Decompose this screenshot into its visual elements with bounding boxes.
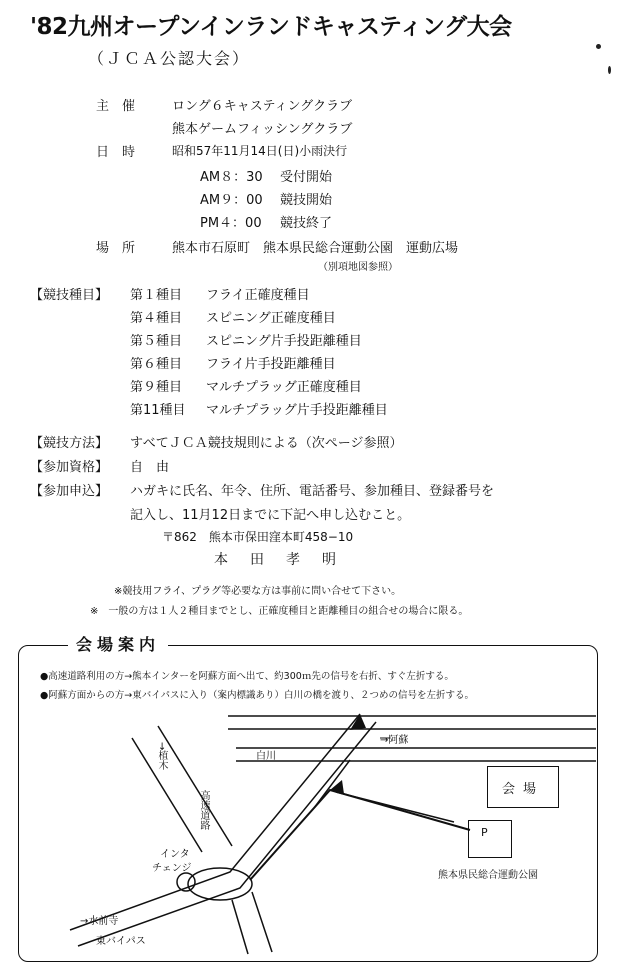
place-value: 熊本市石原町 熊本県民総合運動公園 運動広場 <box>172 241 459 256</box>
bypass-edge-right <box>78 722 376 946</box>
date-label: 日 時 <box>96 145 136 160</box>
schedule-event: 受付開始 <box>280 170 333 185</box>
events-label: 【競技種目】 <box>30 288 109 303</box>
date-value: 昭和57年11月14日(日)小雨決行 <box>172 144 348 158</box>
method-value: すべてＪＣＡ競技規則による（次ページ参照） <box>130 436 403 451</box>
address: 〒862 熊本市保田窪本町458−10 <box>162 530 354 544</box>
route-line-secondary <box>314 760 350 808</box>
scan-speck <box>608 66 611 74</box>
label-to-aso: →阿蘇 <box>380 735 409 746</box>
event-name: フライ片手投距離種目 <box>206 357 336 372</box>
event-name: マルチプラッグ片手投距離種目 <box>206 403 388 418</box>
event-no: 第４種目 <box>130 311 183 326</box>
parking-icon: P <box>481 826 488 839</box>
schedule-event: 競技開始 <box>280 193 333 208</box>
event-no: 第６種目 <box>130 357 183 372</box>
route-line-to-park <box>336 792 454 822</box>
event-name: マルチプラッグ正確度種目 <box>206 380 362 395</box>
place-note: （別項地図参照） <box>318 262 398 273</box>
method-label: 【競技方法】 <box>30 436 109 451</box>
apply-line-1: ハガキに氏名、年令、住所、電話番号、参加種目、登録番号を <box>130 484 495 499</box>
note-1: ※競技用フライ、プラグ等必要な方は事前に問い合せて下さい。 <box>114 586 402 597</box>
page-title: '82九州オープンインランドキャスティング大会 <box>30 14 512 40</box>
schedule-time: AM８：30 <box>200 170 263 185</box>
qualification-value: 自 由 <box>130 460 170 475</box>
apply-label: 【参加申込】 <box>30 484 109 499</box>
event-name: フライ正確度種目 <box>206 288 310 303</box>
label-to-minamata: →水前寺 <box>80 916 119 927</box>
highway-south-left <box>232 900 248 954</box>
label-highway: 高速道路 <box>198 790 209 830</box>
label-river: 白川 <box>256 751 276 762</box>
place-label: 場 所 <box>96 241 136 256</box>
host-line-2: 熊本ゲームフィッシングクラブ <box>172 122 353 137</box>
park-name: 熊本県民総合運動公園 <box>438 870 538 881</box>
event-no: 第１種目 <box>130 288 183 303</box>
apply-line-2: 記入し、11月12日までに下記へ申し込むこと。 <box>130 508 411 523</box>
note-2: ※ 一般の方は１人２種目までとし、正確度種目と距離種目の組合せの場合に限る。 <box>90 606 469 617</box>
route-arrow-icon <box>330 780 344 794</box>
map-direction: ●阿蘇方面からの方→東バイパスに入り（案内標識あり）白川の橋を渡り、２つめの信号を左折する。 <box>40 690 475 701</box>
venue-box: 会場 <box>487 766 559 808</box>
label-interchange-2: チェンジ <box>152 863 192 874</box>
page-subtitle: （ＪＣＡ公認大会） <box>88 49 251 68</box>
event-name: スピニング正確度種目 <box>206 311 336 326</box>
host-line-1: ロング６キャスティングクラブ <box>172 99 353 114</box>
label-highway-north: →植木 <box>156 742 167 771</box>
parking-box <box>468 820 512 858</box>
map-direction: ●高速道路利用の方→熊本インターを阿蘇方面へ出て、約300ｍ先の信号を右折、すぐ左折する。 <box>40 671 454 682</box>
highway-edge-right <box>158 726 232 846</box>
qualification-label: 【参加資格】 <box>30 460 109 475</box>
label-bypass: 東バイパス <box>96 936 146 947</box>
event-no: 第９種目 <box>130 380 183 395</box>
host-label: 主 催 <box>96 99 136 114</box>
event-no: 第11種目 <box>130 403 186 418</box>
highway-south-right <box>252 892 272 952</box>
scan-speck <box>596 44 601 49</box>
schedule-time: AM９：00 <box>200 193 263 208</box>
contact-name: 本田孝明 <box>214 552 358 568</box>
map-title: 会場案内 <box>68 632 168 655</box>
label-interchange-1: インタ <box>160 849 190 860</box>
event-name: スピニング片手投距離種目 <box>206 334 362 349</box>
event-no: 第５種目 <box>130 334 183 349</box>
schedule-time: PM４：00 <box>200 216 262 231</box>
schedule-event: 競技終了 <box>280 216 333 231</box>
